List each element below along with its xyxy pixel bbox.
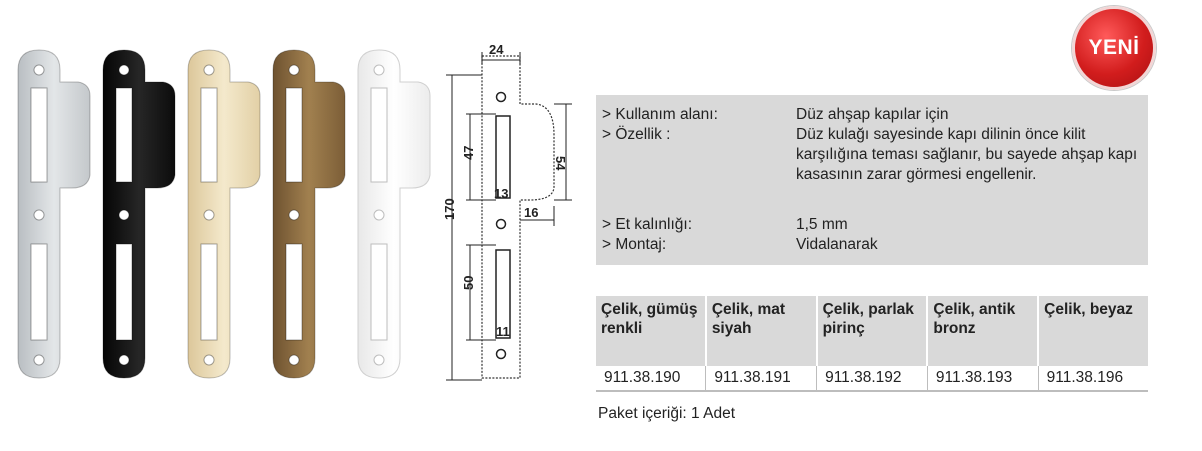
dim-upper: 47 [461,145,476,160]
column-header: Çelik, beyaz [1038,296,1148,366]
spec-label: > Kullanım alanı: [602,106,718,123]
column-header: Çelik, parlak pirinç [817,296,928,366]
slot [201,88,217,182]
package-contents: Paket içeriği: 1 Adet [598,405,735,422]
dim-lower: 50 [461,275,476,290]
new-badge [1072,6,1156,90]
dim-slot1: 13 [494,186,509,201]
plate-body [188,50,260,378]
dim-ear: 54 [553,156,568,171]
striker-plate [188,50,260,378]
new-badge-label: YENİ [1088,36,1140,59]
plate-outline [482,56,554,378]
screw-hole [204,65,214,75]
spec-label: > Özellik : [602,126,671,143]
column-header: Çelik, antik bronz [927,296,1038,366]
dim-ear-depth: 16 [524,205,539,220]
screw-hole [374,65,384,75]
spec-box [596,95,1148,265]
screw-hole [119,210,129,220]
slot [201,244,217,340]
slot [286,88,302,182]
technical-drawing [440,40,590,390]
screw-hole [289,355,299,365]
slot [31,88,47,182]
table-row [596,366,1148,391]
slot [286,244,302,340]
product-images [0,0,440,451]
spec-row [602,105,1146,125]
spec-value: 1,5 mm [796,216,848,233]
spec-label: > Montaj: [602,236,667,253]
product-code: 911.38.193 [927,366,1038,391]
screw-hole [289,65,299,75]
screw-hole [204,210,214,220]
screw-hole [289,210,299,220]
spec-value: Vidalanarak [796,236,878,253]
spec-value: Düz ahşap kapılar için [796,106,949,123]
product-code: 911.38.192 [817,366,928,391]
column-header: Çelik, mat siyah [706,296,817,366]
spec-row [602,235,1146,255]
screw-hole [34,65,44,75]
dim-slot2: 11 [496,324,510,339]
slot [31,244,47,340]
column-header: Çelik, gümüş renkli [596,296,706,366]
dim-total: 170 [442,198,457,220]
spec-row [602,125,1146,185]
product-code: 911.38.191 [706,366,817,391]
slot [116,88,132,182]
screw-hole [34,355,44,365]
dim-width: 24 [489,42,504,57]
striker-plate [103,50,175,378]
product-code: 911.38.196 [1038,366,1148,391]
slot [371,244,387,340]
spec-row [602,215,1146,235]
screw-hole [204,355,214,365]
plate-body [358,50,430,378]
screw-hole [374,355,384,365]
spec-value: Düz kulağı sayesinde kapı dilinin önce kilit karşılığına teması sağlanır, bu sayede ahşap kapı kasasının zarar görmesi engellenir. [796,126,1138,183]
table-header-row [596,296,1148,366]
striker-plate [18,50,90,378]
striker-plate [273,50,345,378]
screw-hole [34,210,44,220]
screw-hole [374,210,384,220]
plate-body [18,50,90,378]
spec-label: > Et kalınlığı: [602,216,693,233]
slot [371,88,387,182]
product-code: 911.38.190 [596,366,706,391]
striker-plate [358,50,430,378]
plate-body [273,50,345,378]
screw-hole [119,65,129,75]
screw-hole [119,355,129,365]
product-table [596,296,1148,392]
plate-body [103,50,175,378]
slot [116,244,132,340]
